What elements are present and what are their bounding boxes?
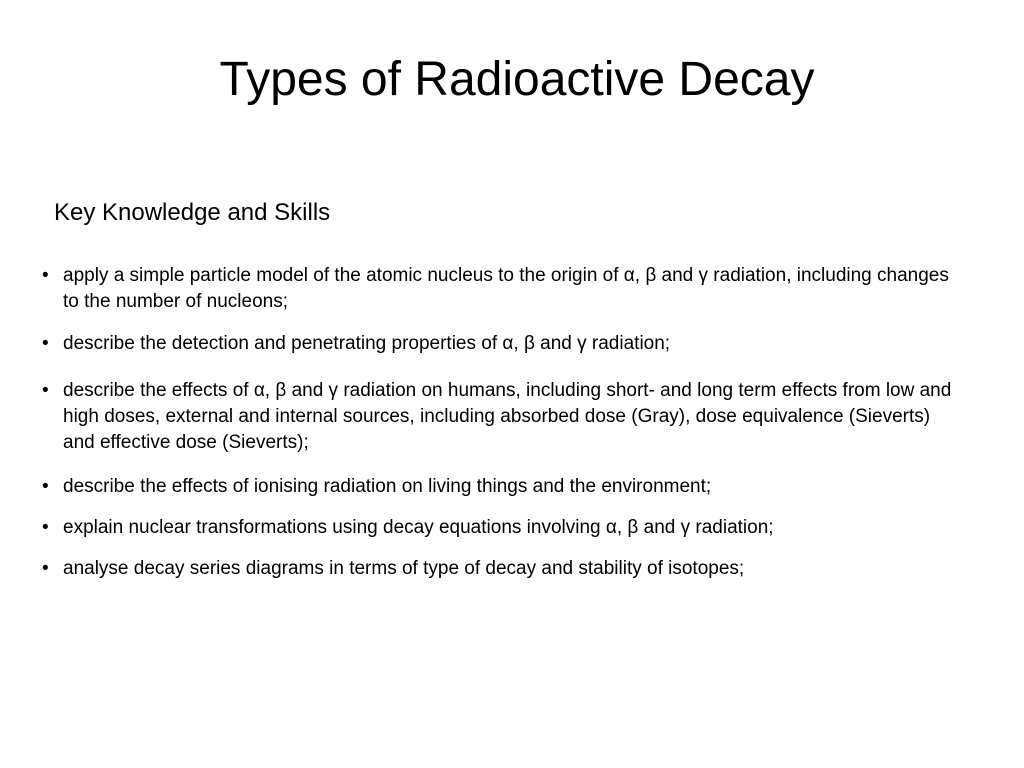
bullet-item-ionising-effects — [42, 474, 962, 500]
bullet-icon: • — [42, 517, 49, 538]
bullet-icon: • — [42, 558, 49, 579]
bullet-item-decay-series — [42, 556, 962, 582]
bullet-item-decay-equations — [42, 515, 962, 541]
bullet-text: describe the effects of α, β and γ radiation on humans, including short- and long term effects from low and high doses, external and internal sources, including absorbed dose (Gray), dose equivalence (Sieverts) and effective dose (Sieverts); — [63, 380, 952, 453]
bullet-item-particle-model — [42, 263, 962, 315]
bullet-text: explain nuclear transformations using decay equations involving α, β and γ radiation; — [63, 517, 774, 538]
bullet-text: describe the effects of ionising radiation on living things and the environment; — [63, 476, 712, 497]
bullet-item-effects-on-humans — [42, 378, 962, 456]
bullet-text: analyse decay series diagrams in terms of type of decay and stability of isotopes; — [63, 558, 745, 579]
bullet-item-detection — [42, 331, 962, 357]
bullet-icon: • — [42, 476, 49, 497]
slide-title: Types of Radioactive Decay — [219, 53, 815, 106]
bullet-text: describe the detection and penetrating properties of α, β and γ radiation; — [63, 333, 671, 354]
bullet-icon: • — [42, 380, 49, 401]
bullet-icon: • — [42, 265, 49, 286]
bullet-icon: • — [42, 333, 49, 354]
bullet-text: apply a simple particle model of the atomic nucleus to the origin of α, β and γ radiation, including changes to the number of nucleons; — [63, 265, 949, 312]
section-heading: Key Knowledge and Skills — [54, 199, 331, 226]
